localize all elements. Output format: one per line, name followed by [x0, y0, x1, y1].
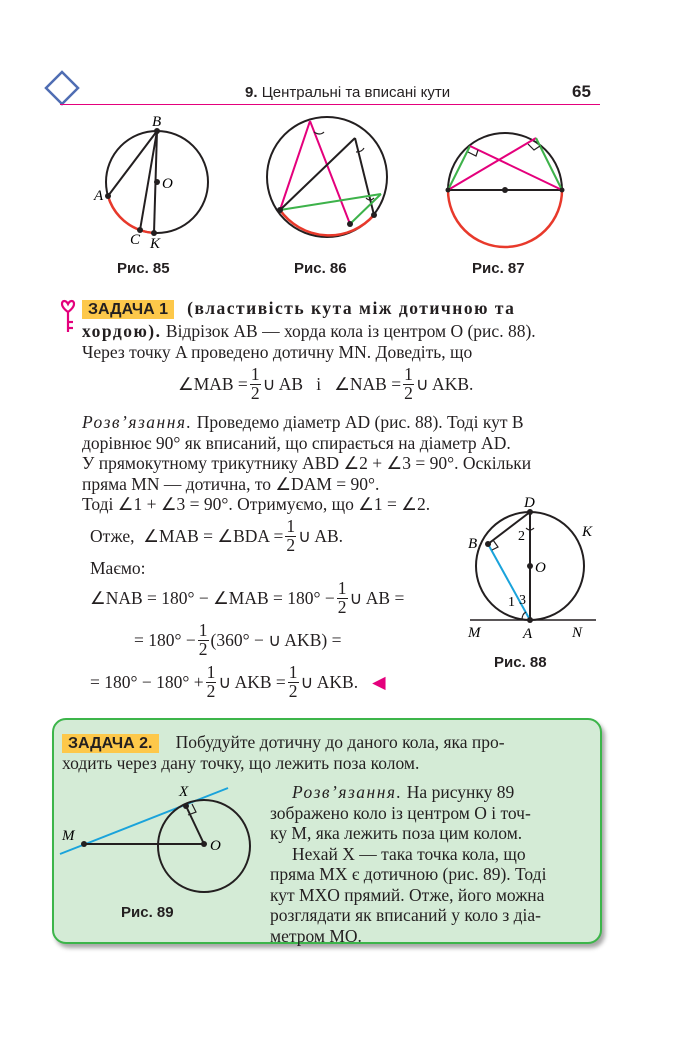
task1-badge: ЗАДАЧА 1	[82, 300, 174, 319]
eq3-part3: ∪ AKB.	[300, 671, 359, 692]
otzhe-part1: Отже, ∠MAB = ∠BDA =	[90, 525, 284, 546]
eq3-den2: 2	[288, 680, 298, 701]
task1-line2	[82, 321, 602, 342]
task2-solution	[270, 782, 590, 946]
fig89-label-x: X	[179, 784, 189, 800]
task1-sol-line2: дорівнює 90° як вписаний, що спирається на діаметр AD.	[82, 432, 511, 453]
fig88-label-o: O	[535, 560, 546, 576]
eq3-part1: = 180° − 180° +	[90, 671, 204, 692]
eq1-part1: ∠NAB = 180° − ∠MAB = 180° −	[90, 587, 335, 608]
fig85-caption: Рис. 85	[117, 260, 170, 277]
section-number: 9.	[245, 84, 258, 101]
task2-para2-line1: Нехай X — така точка кола, що	[292, 843, 526, 864]
section-title: Центральні та вписані кути	[261, 84, 451, 101]
task2-para2-line3: кут MXO прямий. Отже, його можна	[270, 884, 545, 905]
task1-sol-line5: Тоді ∠1 + ∠3 = 90°. Отримуємо, що ∠1 = ∠2.	[82, 494, 431, 514]
otzhe-num: 1	[286, 516, 296, 536]
eq2-part2: (360° − ∪ AKB) =	[210, 629, 342, 650]
otzhe-den: 2	[286, 534, 296, 555]
task1-header	[82, 298, 602, 319]
formula-num2: 1	[404, 364, 413, 384]
eq2-num: 1	[198, 620, 208, 640]
task2-para2-line5: метром MO.	[270, 925, 362, 946]
eq3-num2: 1	[288, 662, 298, 682]
fig88-label-a: A	[523, 626, 533, 642]
task2-badge: ЗАДАЧА 2.	[62, 734, 159, 753]
end-of-solution-icon: ◀	[372, 671, 386, 692]
task1-line2-rest: Відрізок AB — хорда кола із центром O (рис. 88).	[161, 321, 536, 341]
fig89-label-m: M	[62, 828, 75, 844]
eq2-den: 2	[198, 638, 208, 659]
eq1-num: 1	[337, 578, 347, 598]
task1-sol-line1: Проведемо діаметр AD (рис. 88). Тоді кут B	[192, 412, 524, 432]
task1-formula	[178, 366, 473, 402]
task1-line3: Через точку A проведено дотичну MN. Доведіть, що	[82, 342, 473, 362]
otzhe-part2: ∪ AB.	[298, 525, 344, 546]
task1-solution-label: Розв’язання.	[82, 412, 193, 432]
task1-title-line1: (властивість кута між дотичною та	[187, 298, 516, 318]
formula-part1: ∠MAB =	[178, 373, 248, 394]
task2-header	[62, 732, 592, 753]
formula-part3: ∪ AKB.	[415, 373, 474, 394]
fig88-angle-2: 2	[518, 529, 525, 544]
task2-para1-line2: зображено коло із центром O і точ-	[270, 802, 531, 823]
formula-num1: 1	[250, 364, 260, 384]
fig85-label-c: C	[130, 232, 141, 248]
task2-para2-line2: пряма MX є дотичною (рис. 89). Тоді	[270, 864, 547, 884]
fig89-caption: Рис. 89	[121, 904, 174, 921]
eq3-part2: ∪ AKB =	[218, 671, 286, 692]
formula-den2: 2	[404, 382, 413, 403]
task2-solution-label: Розв’язання.	[292, 782, 403, 802]
fig88-angle-3: 3	[519, 593, 526, 608]
task1-sol-line4: пряма MN — дотична, то ∠DAM = 90°.	[82, 473, 380, 494]
fig88-label-d: D	[524, 495, 535, 511]
figure-88	[460, 492, 600, 642]
figure-85	[90, 110, 210, 260]
eq2-part1: = 180° −	[134, 629, 196, 650]
fig88-angle-1: 1	[508, 595, 515, 610]
fig88-label-k: K	[582, 524, 593, 540]
task1-eq1	[90, 580, 404, 616]
fig85-label-k: K	[150, 236, 161, 252]
figure-89	[58, 780, 258, 900]
fig85-label-o: O	[162, 176, 173, 192]
fig89-label-o: O	[210, 838, 221, 854]
formula-den1: 2	[250, 382, 260, 403]
eq3-num1: 1	[206, 662, 216, 682]
eq1-part2: ∪ AB =	[349, 587, 405, 608]
task1-otzhe	[90, 518, 343, 554]
figure-86	[262, 112, 392, 242]
formula-part2: ∪ AB і ∠NAB =	[262, 373, 402, 394]
fig88-label-m: M	[468, 625, 481, 641]
task1-sol-line3: У прямокутному трикутнику ABD ∠2 + ∠3 = 90°. Оскільки	[82, 453, 532, 473]
chapter-diamond-icon	[44, 70, 80, 106]
eq1-den: 2	[337, 596, 347, 617]
page-number: 65	[572, 82, 591, 101]
task1-maemo: Маємо:	[90, 558, 146, 578]
task2-para2-line4: розглядати як вписаний у коло з діа-	[270, 905, 541, 925]
task2-para1-line3: ку M, яка лежить поза цим колом.	[270, 823, 523, 843]
task1-title-line2: хордою).	[82, 321, 162, 341]
task1-eq3	[90, 664, 386, 700]
running-header	[245, 84, 450, 101]
fig88-label-b: B	[468, 536, 478, 552]
header-rule	[60, 104, 600, 105]
key-icon	[58, 298, 78, 334]
fig86-caption: Рис. 86	[294, 260, 347, 277]
task2-line1: Побудуйте дотичну до даного кола, яка про-	[175, 732, 505, 752]
fig87-caption: Рис. 87	[472, 260, 525, 277]
task1-eq2	[134, 622, 341, 658]
task2-line2: ходить через дану точку, що лежить поза колом.	[62, 753, 420, 773]
eq3-den1: 2	[206, 680, 216, 701]
figure-87	[440, 120, 570, 250]
fig88-caption: Рис. 88	[494, 654, 547, 671]
task2-para1-line1: На рисунку 89	[402, 782, 515, 802]
fig85-label-a: A	[94, 188, 104, 204]
fig85-label-b: B	[152, 114, 162, 130]
fig88-label-n: N	[572, 625, 583, 641]
